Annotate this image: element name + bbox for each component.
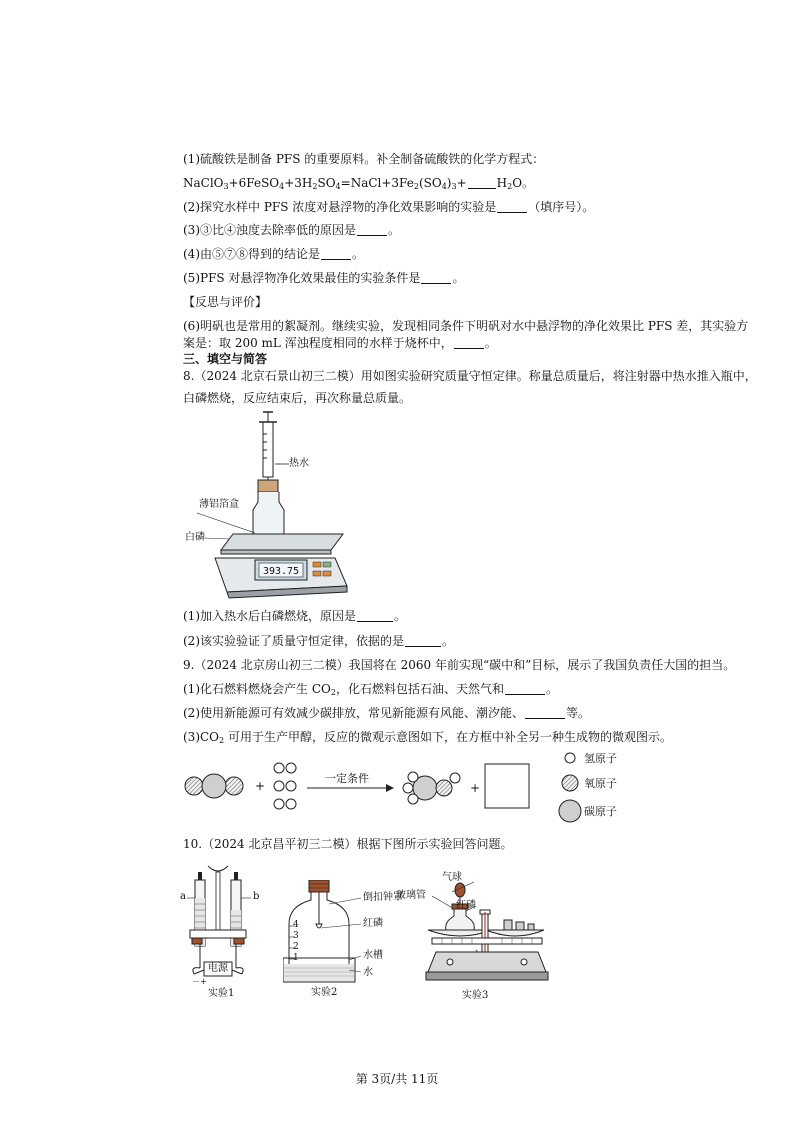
q8-part1: (1)加入热水后白磷燃烧，原因是 。 [183, 609, 407, 623]
label-foil-box: 薄铝箔盒 [199, 499, 239, 510]
answer-blank[interactable] [505, 682, 545, 695]
label-negative: － [192, 977, 200, 986]
legend-hydrogen: 氢原子 [584, 752, 617, 765]
answer-blank[interactable] [525, 706, 565, 719]
answer-blank[interactable] [454, 336, 484, 349]
scale-mark-4: 4 [293, 920, 299, 930]
reaction-diagram [182, 750, 642, 830]
q9-stem: 9.（2024 北京房山初三二模）我国将在 2060 年前实现“碳中和”目标，展示了我国负责任大国的担当。 [183, 658, 736, 672]
label-power-source: 电源 [208, 963, 228, 974]
label-white-phosphorus: 白磷 [185, 532, 205, 543]
q10-stem: 10.（2024 北京昌平初三二模）根据下图所示实验回答问题。 [183, 837, 513, 851]
q7-part2: (2)探究水样中 PFS 浓度对悬浮物的净化效果影响的实验是 （填序号）。 [183, 200, 595, 214]
section-heading: 三、填空与简答 [183, 352, 268, 366]
q9-part1: (1)化石燃料燃烧会产生 $CO_2$，化石燃料包括石油、天然气和 。 [183, 682, 558, 697]
scale-mark-3: 3 [293, 931, 299, 941]
plus-sign: + [254, 779, 266, 793]
answer-blank[interactable] [321, 247, 351, 260]
caption-experiment-2: 实验2 [311, 987, 338, 998]
label-water: 水 [363, 967, 373, 978]
reflection-heading: 【反思与评价】 [183, 295, 268, 309]
scale-mark-2: 2 [293, 942, 299, 952]
scale-experiment-figure [185, 410, 365, 600]
q9-part2: (2)使用新能源可有效减少碳排放，常见新能源有风能、潮汐能、 等。 [183, 706, 591, 720]
answer-blank[interactable] [357, 223, 387, 236]
reaction-condition: 一定条件 [325, 772, 369, 785]
page-number: 第 3页/共 11页 [355, 1072, 439, 1086]
label-positive: + [200, 977, 207, 986]
q8-stem-line2: 白磷燃烧，反应结束后，再次称量总质量。 [183, 391, 412, 405]
q7-part3: (3)③比④浊度去除率低的原因是 。 [183, 223, 401, 237]
q9-part3: $(3)CO_2$ 可用于生产甲醇，反应的微观示意图如下，在方框中补全另一种生成物的微观图示。 [183, 730, 672, 745]
experiment-1-figure [178, 858, 268, 1003]
legend-carbon: 碳原子 [584, 805, 617, 818]
micro-reaction-illustration [182, 750, 642, 830]
caption-experiment-3: 实验3 [462, 990, 489, 1001]
answer-blank[interactable] [468, 176, 496, 189]
experiment-3-figure [392, 872, 552, 1004]
answer-blank[interactable] [357, 609, 393, 622]
caption-experiment-1: 实验1 [208, 988, 235, 999]
label-hot-water: 热水 [289, 458, 309, 469]
q8-part2: (2)该实验验证了质量守恒定律，依据的是 。 [183, 634, 455, 648]
q7-equation: $NaClO_3+6FeSO_4+3H_2SO_4=NaCl+3Fe_2(SO_4)_3+ H_2O$。 [183, 176, 535, 191]
label-tube-a: a [180, 891, 186, 902]
scale-mark-1: 1 [293, 953, 299, 963]
q7-part6-line2: 案是：取 200 mL 浑浊程度相同的水样于烧杯中， 。 [183, 336, 497, 350]
label-tube-b: b [253, 891, 260, 902]
answer-blank[interactable] [497, 200, 527, 213]
q7-part6-line1: (6)明矾也是常用的絮凝剂。继续实验，发现相同条件下明矾对水中悬浮物的净化效果比 PFS 差，其实验方 [183, 319, 749, 333]
q7-part1: (1)硫酸铁是制备 PFS 的重要原料。补全制备硫酸铁的化学方程式： [183, 152, 545, 166]
label-bell-jar: 倒扣钟罩 [363, 892, 403, 903]
q7-part5: (5)PFS 对悬浮物净化效果最佳的实验条件是 。 [183, 271, 465, 285]
plus-sign-2: + [469, 781, 481, 795]
label-red-phosphorus-3: 红磷 [456, 900, 476, 911]
q7-part4: (4)由⑤⑦⑧得到的结论是 。 [183, 247, 365, 261]
experiment-2-figure [283, 880, 403, 1005]
label-trough: 水槽 [363, 950, 383, 961]
answer-blank[interactable] [421, 271, 451, 284]
label-balloon: 气球 [442, 872, 462, 883]
scale-reading: 393.75 [262, 566, 300, 577]
answer-blank[interactable] [405, 634, 441, 647]
legend-oxygen: 氧原子 [584, 777, 617, 790]
label-red-phosphorus: 红磷 [363, 918, 383, 929]
label-glass-tube: 玻璃管 [396, 890, 426, 901]
q8-stem-line1: 8.（2024 北京石景山初三二模）用如图实验研究质量守恒定律。称量总质量后，将注射器中热水推入瓶中， [183, 369, 757, 383]
